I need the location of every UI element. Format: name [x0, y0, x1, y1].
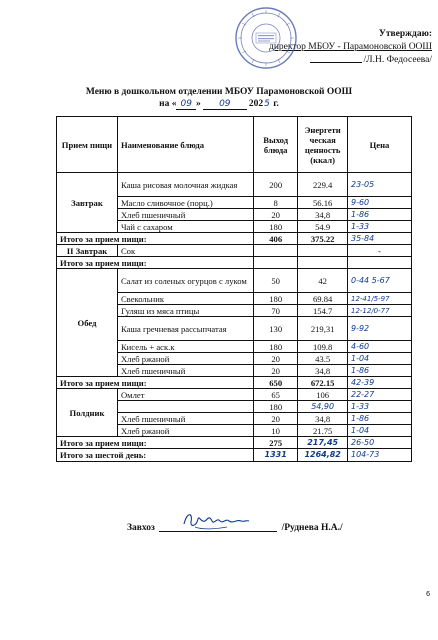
total-output: 275 [254, 437, 298, 449]
date-year-digit: 5 [264, 99, 270, 109]
energy-cell [298, 245, 348, 257]
approval-name: /Л.Н. Федосеева/ [363, 55, 432, 65]
total-price: 35-84 [347, 233, 411, 245]
price-cell: 1-04 [347, 425, 411, 437]
output-cell: 65 [254, 389, 298, 401]
header-meal: Прием пищи [57, 117, 118, 173]
date-month: 09 [203, 99, 246, 110]
output-cell: 180 [254, 293, 298, 305]
day-total-row [57, 449, 412, 462]
menu-table [56, 116, 412, 462]
table-row [57, 389, 412, 401]
price-cell: 12-12/0-77 [347, 305, 411, 317]
dish-cell: Чай с сахаром [117, 221, 253, 233]
price-cell: 12-41/5-97 [347, 293, 411, 305]
dish-cell: Гуляш из мяса птицы [117, 305, 253, 317]
dish-cell: Масло сливочное (порц.) [117, 197, 253, 209]
total-output: 650 [254, 377, 298, 389]
total-row [57, 233, 412, 245]
dish-cell: Каша гречневая рассыпчатая [117, 317, 253, 341]
total-price [347, 257, 411, 269]
day-total-label: Итого за шестой день: [57, 449, 254, 462]
energy-cell: 54,90 [298, 401, 348, 413]
energy-cell: 21.75 [298, 425, 348, 437]
meal-lunch: Обед [57, 269, 118, 377]
dish-cell: Каша рисовая молочная жидкая [117, 173, 253, 197]
price-cell: 9-60 [347, 197, 411, 209]
energy-cell: 69.84 [298, 293, 348, 305]
date-mid: » [195, 99, 201, 109]
output-cell [254, 245, 298, 257]
price-cell: 23-05 [347, 173, 411, 197]
total-output: 406 [254, 233, 298, 245]
energy-cell: 43.5 [298, 353, 348, 365]
table-row [57, 245, 412, 257]
dish-cell: Сок [117, 245, 253, 257]
dish-cell: Хлеб пшеничный [117, 413, 253, 425]
price-cell: 1-33 [347, 401, 411, 413]
footer-signature [127, 517, 343, 533]
price-cell: 4-60 [347, 341, 411, 353]
dish-cell [117, 401, 253, 413]
date-line [0, 99, 438, 110]
day-total-price: 104-73 [347, 449, 411, 462]
energy-cell: 229.4 [298, 173, 348, 197]
footer-name: /Руднева Н.А./ [281, 523, 343, 533]
price-cell: 1-04 [347, 353, 411, 365]
energy-cell: 54.9 [298, 221, 348, 233]
energy-cell: 56.16 [298, 197, 348, 209]
energy-cell: 34,8 [298, 365, 348, 377]
header-price: Цена [347, 117, 411, 173]
energy-cell: 34,8 [298, 413, 348, 425]
total-row [57, 437, 412, 449]
total-label: Итого за прием пищи: [57, 437, 254, 449]
price-cell: 1-86 [347, 209, 411, 221]
day-total-energy: 1264,82 [298, 449, 348, 462]
total-price: 42-39 [347, 377, 411, 389]
signature-line [159, 517, 277, 532]
signature-blank [310, 62, 362, 63]
day-total-output: 1331 [254, 449, 298, 462]
total-energy: 217,45 [298, 437, 348, 449]
dish-cell: Омлет [117, 389, 253, 401]
meal-second-breakfast: II Завтрак [57, 245, 118, 257]
page-number: 6 [426, 591, 430, 598]
header-dish: Наименование блюда [117, 117, 253, 173]
price-cell: - [347, 245, 411, 257]
document-title: Меню в дошкольном отделении МБОУ Парамоновской ООШ [85, 87, 353, 97]
energy-cell: 106 [298, 389, 348, 401]
date-suffix: г. [270, 99, 279, 109]
table-header [57, 117, 412, 173]
table-row [57, 173, 412, 197]
price-cell: 0-44 5-67 [347, 269, 411, 293]
total-price: 26-50 [347, 437, 411, 449]
output-cell: 180 [254, 221, 298, 233]
output-cell: 8 [254, 197, 298, 209]
energy-cell: 219,31 [298, 317, 348, 341]
dish-cell: Хлеб ржаной [117, 353, 253, 365]
output-cell: 180 [254, 341, 298, 353]
total-row [57, 377, 412, 389]
dish-cell: Хлеб пшеничный [117, 365, 253, 377]
output-cell: 180 [254, 401, 298, 413]
total-label: Итого за прием пищи: [57, 233, 254, 245]
output-cell: 20 [254, 353, 298, 365]
price-cell: 9-92 [347, 317, 411, 341]
total-energy: 672.15 [298, 377, 348, 389]
output-cell: 200 [254, 173, 298, 197]
header-energy: Энергети ческая ценность (ккал) [298, 117, 348, 173]
total-energy [298, 257, 348, 269]
output-cell: 10 [254, 425, 298, 437]
total-label: Итого за прием пищи: [57, 377, 254, 389]
table-row [57, 269, 412, 293]
official-stamp-icon [234, 6, 298, 70]
energy-cell: 109.8 [298, 341, 348, 353]
price-cell: 22-27 [347, 389, 411, 401]
approval-title: Утверждаю: [378, 29, 432, 39]
footer-label: Завхоз [127, 523, 155, 533]
total-label: Итого за прием пищи: [57, 257, 254, 269]
energy-cell: 154.7 [298, 305, 348, 317]
energy-cell: 42 [298, 269, 348, 293]
price-cell: 1-33 [347, 221, 411, 233]
output-cell: 20 [254, 209, 298, 221]
price-cell: 1-86 [347, 365, 411, 377]
handwritten-signature-icon [181, 509, 251, 531]
dish-cell: Салат из соленых огурцов с луком [117, 269, 253, 293]
meal-breakfast: Завтрак [57, 173, 118, 233]
output-cell: 50 [254, 269, 298, 293]
dish-cell: Кисель + аск.к [117, 341, 253, 353]
header-output: Выход блюда [254, 117, 298, 173]
date-year-prefix: 202 [248, 99, 264, 109]
date-prefix: на « [159, 99, 177, 109]
dish-cell: Свекольник [117, 293, 253, 305]
price-cell: 1-86 [347, 413, 411, 425]
total-row [57, 257, 412, 269]
energy-cell: 34,8 [298, 209, 348, 221]
output-cell: 130 [254, 317, 298, 341]
date-day: 09 [176, 99, 195, 110]
dish-cell: Хлеб пшеничный [117, 209, 253, 221]
approval-position: директор МБОУ - Парамоновской ООШ [268, 42, 432, 52]
output-cell: 20 [254, 365, 298, 377]
total-output [254, 257, 298, 269]
output-cell: 20 [254, 413, 298, 425]
output-cell: 70 [254, 305, 298, 317]
meal-snack: Полдник [57, 389, 118, 437]
total-energy: 375.22 [298, 233, 348, 245]
dish-cell: Хлеб ржаной [117, 425, 253, 437]
